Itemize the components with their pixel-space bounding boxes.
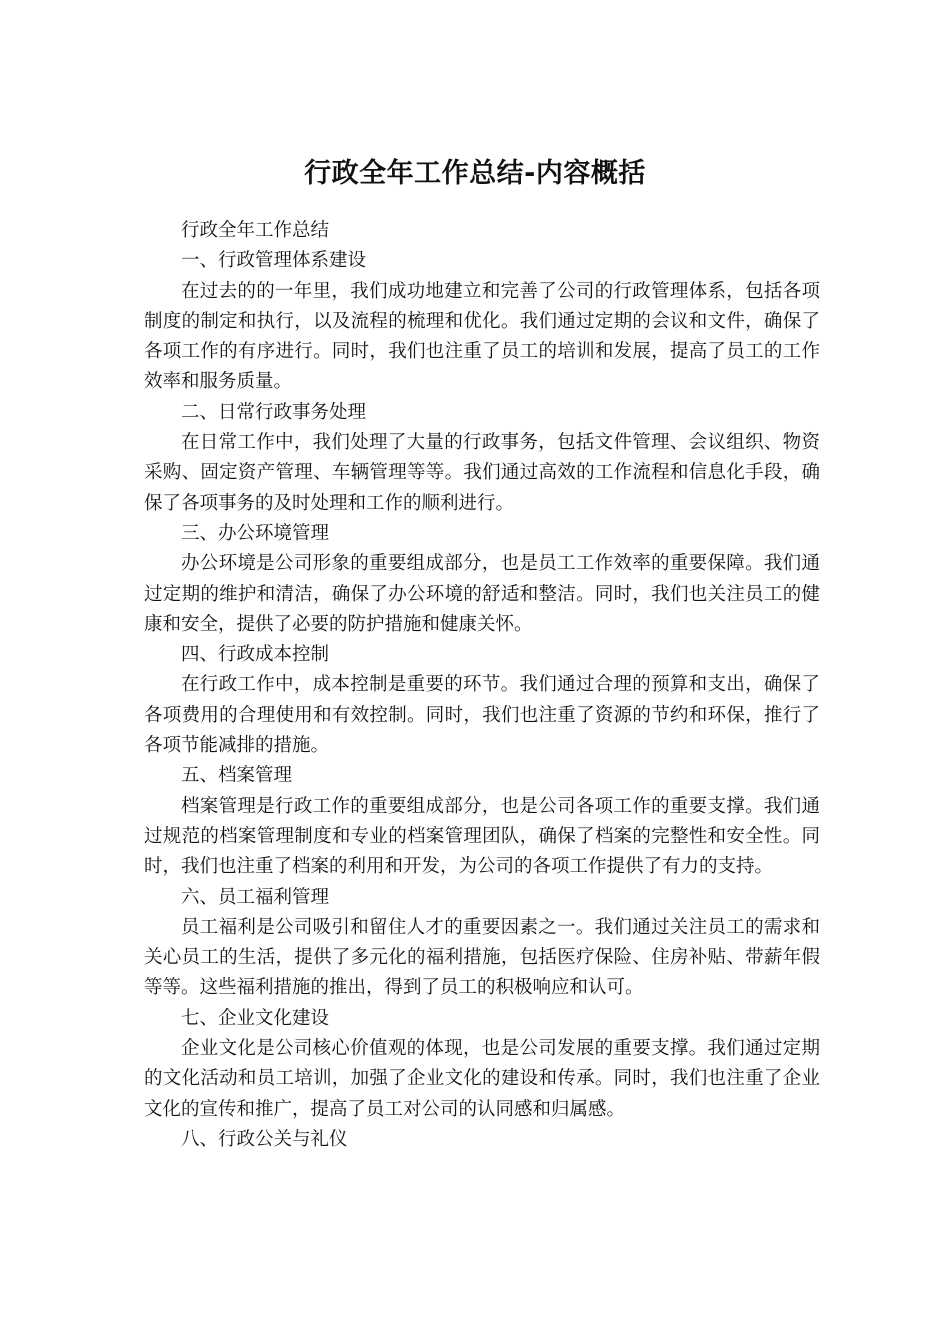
section-heading-5: 五、档案管理	[181, 765, 293, 787]
section-heading-2: 二、日常行政事务处理	[181, 401, 367, 423]
section-heading-8: 八、行政公关与礼仪	[181, 1128, 348, 1150]
section-paragraph-6: 员工福利是公司吸引和留住人才的重要因素之一。我们通过关注员工的需求和关心员工的生活，提供了多元化的福利措施，包括医疗保险、住房补贴、带薪年假等等。这些福利措施的推出，得到了员工的积极响应和认可。	[144, 916, 820, 999]
doc-subtitle: 行政全年工作总结	[181, 220, 330, 241]
document-title: 行政全年工作总结-内容概括	[304, 158, 646, 189]
section-heading-1: 一、行政管理体系建设	[181, 250, 367, 272]
section-paragraph-2: 在日常工作中，我们处理了大量的行政事务，包括文件管理、会议组织、物资采购、固定资产管理、车辆管理等等。我们通过高效的工作流程和信息化手段，确保了各项事务的及时处理和工作的顺利进行。	[144, 432, 820, 514]
section-heading-7: 七、企业文化建设	[181, 1007, 330, 1029]
section-paragraph-5: 档案管理是行政工作的重要组成部分，也是公司各项工作的重要支撑。我们通过规范的档案管理制度和专业的档案管理团队，确保了档案的完整性和安全性。同时，我们也注重了档案的利用和开发，为公司的各项工作提供了有力的支持。	[144, 795, 820, 878]
section-paragraph-1: 在过去的的一年里，我们成功地建立和完善了公司的行政管理体系，包括各项制度的制定和执行，以及流程的梳理和优化。我们通过定期的会议和文件，确保了各项工作的有序进行。同时，我们也注重了员工的培训和发展，提高了员工的工作效率和服务质量。	[144, 280, 820, 393]
section-paragraph-7: 企业文化是公司核心价值观的体现，也是公司发展的重要支撑。我们通过定期的文化活动和员工培训，加强了企业文化的建设和传承。同时，我们也注重了企业文化的宣传和推广，提高了员工对公司的认同感和归属感。	[144, 1038, 820, 1120]
section-paragraph-3: 办公环境是公司形象的重要组成部分，也是员工工作效率的重要保障。我们通过定期的维护和清洁，确保了办公环境的舒适和整洁。同时，我们也关注员工的健康和安全，提供了必要的防护措施和健康关怀。	[144, 553, 820, 635]
section-heading-4: 四、行政成本控制	[181, 644, 330, 666]
section-heading-6: 六、员工福利管理	[181, 886, 330, 908]
section-paragraph-4: 在行政工作中，成本控制是重要的环节。我们通过合理的预算和支出，确保了各项费用的合理使用和有效控制。同时，我们也注重了资源的节约和环保，推行了各项节能减排的措施。	[144, 674, 820, 757]
document-body	[144, 216, 820, 1155]
section-heading-3: 三、办公环境管理	[181, 522, 330, 544]
